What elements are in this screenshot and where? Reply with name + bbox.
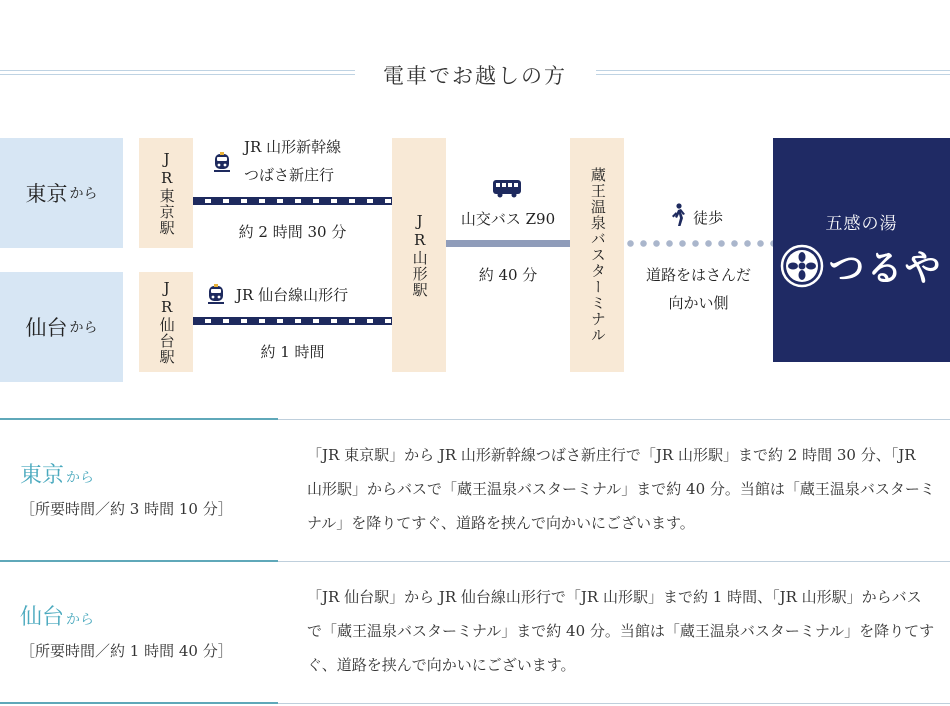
station-sendai-label: JR仙台駅 <box>157 279 176 365</box>
origin-sendai-name: 仙台 <box>25 316 68 340</box>
detail-sendai-duration: ［所要時間／約 1 時間 40 分］ <box>20 642 233 660</box>
hotel-name: つるや <box>828 247 943 289</box>
details-divider-mid-left <box>0 560 278 562</box>
hotel-name-row <box>780 240 942 291</box>
details-divider-bottom-right <box>278 703 950 704</box>
station-zao-terminal-label: 蔵王温泉バスターミナル <box>588 167 607 343</box>
station-tokyo <box>139 138 193 248</box>
detail-sendai-title <box>20 600 94 631</box>
crest-logo-icon <box>780 244 824 288</box>
station-yamagata-label: JR山形駅 <box>410 212 429 298</box>
bus-icon <box>492 179 522 199</box>
details-divider-top-left <box>0 418 278 420</box>
walking-person-icon <box>670 203 686 227</box>
page-title: 電車でお越しの方 <box>383 64 567 88</box>
station-tokyo-label: JR東京駅 <box>157 150 176 236</box>
station-sendai <box>139 272 193 372</box>
station-zao-terminal <box>570 138 624 372</box>
detail-tokyo-description: 「JR 東京駅」から JR 山形新幹線つばさ新庄行で「JR 山形駅」まで約 2 時間 30 分、「JR 山形駅」からバスで「蔵王温泉バスターミナル」まで約 40 分。当館は「蔵王温泉バスターミナル」を降りてすぐ、道路を挟んで向かいにございます。 <box>307 446 935 532</box>
bus-route-name: 山交バス Z90 <box>460 210 556 228</box>
walk-desc-line1: 道路をはさんだ <box>645 266 751 284</box>
station-yamagata <box>392 138 446 372</box>
detail-tokyo-name: 東京 <box>20 463 65 488</box>
bus-line <box>446 240 570 247</box>
detail-sendai-description: 「JR 仙台駅」から JR 仙台線山形行で「JR 山形駅」まで約 1 時間、「JR 山形駅」からバスで「蔵王温泉バスターミナル」まで約 40 分。当館は「蔵王温泉バスターミナル」を降りてすぐ、道路を挟んで向かいにございます。 <box>307 588 935 674</box>
walk-dotted-line <box>624 240 773 247</box>
detail-sendai-name: 仙台 <box>20 605 65 630</box>
tokyo-route-line1: JR 山形新幹線 <box>244 138 342 156</box>
detail-tokyo-title <box>20 458 94 489</box>
hotel-tsuruya-block <box>773 138 950 362</box>
tokyo-route-time: 約 2 時間 30 分 <box>238 223 347 241</box>
detail-tokyo-suffix: から <box>66 470 95 486</box>
sendai-rail <box>193 317 392 325</box>
bus-route-time: 約 40 分 <box>478 266 538 284</box>
walk-label: 徒歩 <box>693 209 724 227</box>
train-icon <box>206 284 226 306</box>
tokyo-rail <box>193 197 392 205</box>
hotel-subtitle: 五感の湯 <box>825 214 898 234</box>
origin-sendai <box>0 272 123 382</box>
origin-tokyo-suffix: から <box>69 186 98 202</box>
train-icon <box>212 152 232 174</box>
details-divider-mid-right <box>278 561 950 562</box>
walk-desc-line2: 向かい側 <box>668 294 729 312</box>
origin-tokyo <box>0 138 123 248</box>
origin-tokyo-name: 東京 <box>25 182 68 206</box>
sendai-route-time: 約 1 時間 <box>260 343 325 361</box>
sendai-route-line: JR 仙台線山形行 <box>236 286 349 304</box>
origin-sendai-suffix: から <box>69 320 98 336</box>
detail-sendai-suffix: から <box>66 612 95 628</box>
details-divider-top-right <box>278 419 950 420</box>
tokyo-route-line2: つばさ新庄行 <box>244 166 335 184</box>
detail-tokyo-duration: ［所要時間／約 3 時間 10 分］ <box>20 500 233 518</box>
details-divider-bottom-left <box>0 702 278 704</box>
